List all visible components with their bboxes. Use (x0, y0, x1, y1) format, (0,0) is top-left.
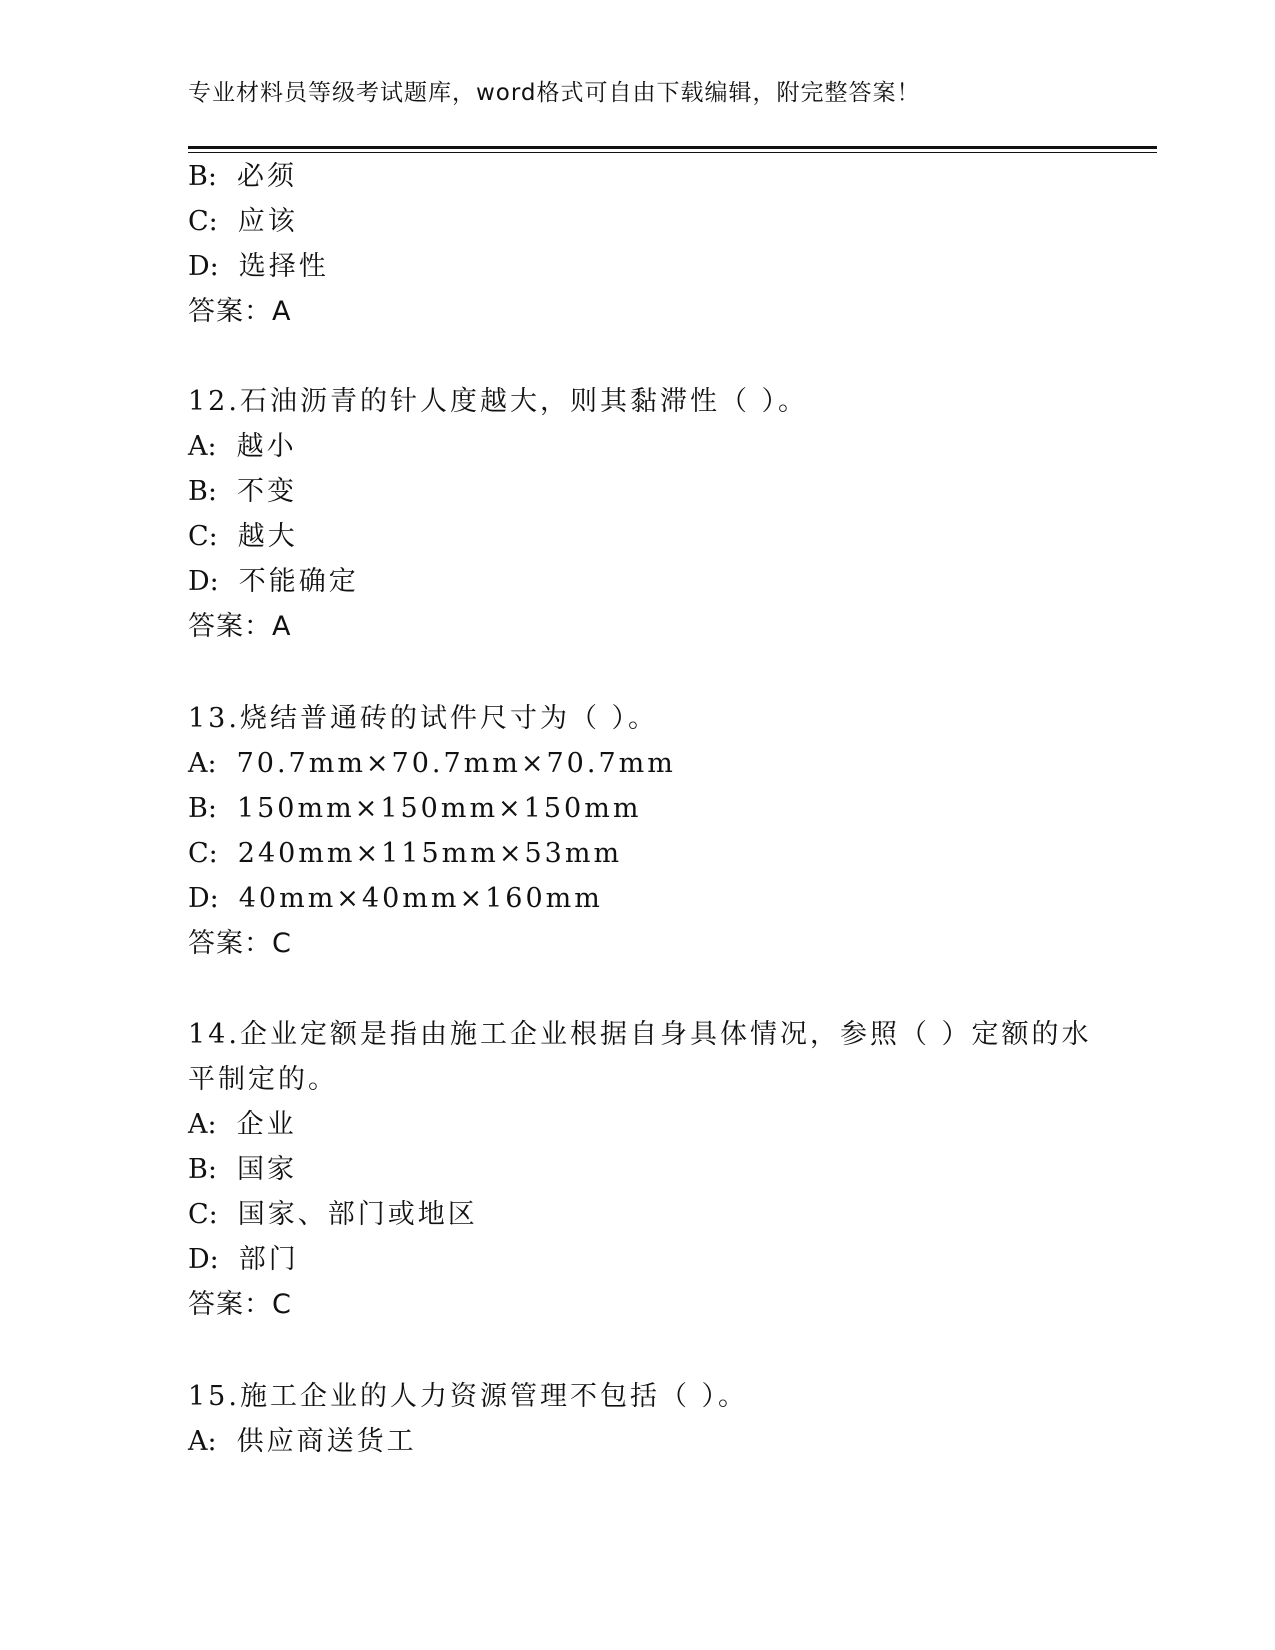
option-key: A: (188, 431, 217, 462)
question-stem: 12.石油沥青的针人度越大，则其黏滞性（ ）。 (188, 386, 809, 417)
option-text: 选择性 (238, 251, 329, 282)
option-line (188, 520, 298, 554)
option-text: 越大 (237, 521, 298, 552)
option-key: C: (188, 206, 218, 237)
answer-line: 答案：C (188, 1289, 292, 1320)
option-text: 企业 (236, 1109, 297, 1140)
answer-line: 答案：A (188, 611, 292, 642)
answer-line: 答案：C (188, 928, 292, 959)
option-key: B: (188, 1154, 217, 1185)
option-line (188, 1198, 478, 1232)
option-text: 供应商送货工 (236, 1426, 417, 1457)
option-text: 应该 (237, 206, 298, 237)
question-stem: 15.施工企业的人力资源管理不包括（ ）。 (188, 1381, 749, 1412)
option-text: 240mm×115mm×53mm (237, 838, 623, 869)
header-rule-thin (188, 152, 1157, 153)
option-text: 部门 (238, 1244, 299, 1275)
option-line (188, 565, 359, 599)
option-text: 70.7mm×70.7mm×70.7mm (236, 748, 676, 779)
option-text: 不能确定 (238, 566, 359, 597)
option-key: B: (188, 476, 217, 507)
option-text: 40mm×40mm×160mm (238, 883, 603, 914)
option-key: A: (188, 748, 217, 779)
option-line (188, 792, 641, 826)
option-text: 越小 (236, 431, 297, 462)
option-line (188, 475, 297, 509)
option-text: 必须 (236, 161, 297, 192)
option-line (188, 1243, 299, 1277)
question-stem-continued: 平制定的。 (188, 1064, 338, 1095)
option-key: D: (188, 883, 219, 914)
option-line (188, 160, 297, 194)
option-key: D: (188, 566, 219, 597)
header-rule-thick (188, 146, 1157, 149)
option-line (188, 837, 622, 871)
question-stem: 14.企业定额是指由施工企业根据自身具体情况，参照（ ）定额的水 (188, 1019, 1092, 1050)
page-header: 专业材料员等级考试题库，word格式可自由下载编辑，附完整答案！ (188, 80, 921, 106)
option-key: A: (188, 1109, 217, 1140)
option-line (188, 1108, 297, 1142)
option-line (188, 250, 329, 284)
option-text: 国家、部门或地区 (237, 1199, 478, 1230)
option-key: B: (188, 161, 217, 192)
option-key: B: (188, 793, 217, 824)
option-key: C: (188, 838, 218, 869)
option-key: D: (188, 1244, 219, 1275)
option-line (188, 430, 297, 464)
answer-line: 答案：A (188, 296, 292, 327)
option-line (188, 747, 676, 781)
option-key: C: (188, 1199, 218, 1230)
option-line (188, 205, 298, 239)
option-line (188, 882, 603, 916)
option-line (188, 1425, 417, 1459)
option-text: 150mm×150mm×150mm (236, 793, 642, 824)
question-stem: 13.烧结普通砖的试件尺寸为（ ）。 (188, 703, 659, 734)
option-key: A: (188, 1426, 217, 1457)
option-text: 国家 (236, 1154, 297, 1185)
option-line (188, 1153, 297, 1187)
option-text: 不变 (236, 476, 297, 507)
option-key: D: (188, 251, 219, 282)
option-key: C: (188, 521, 218, 552)
